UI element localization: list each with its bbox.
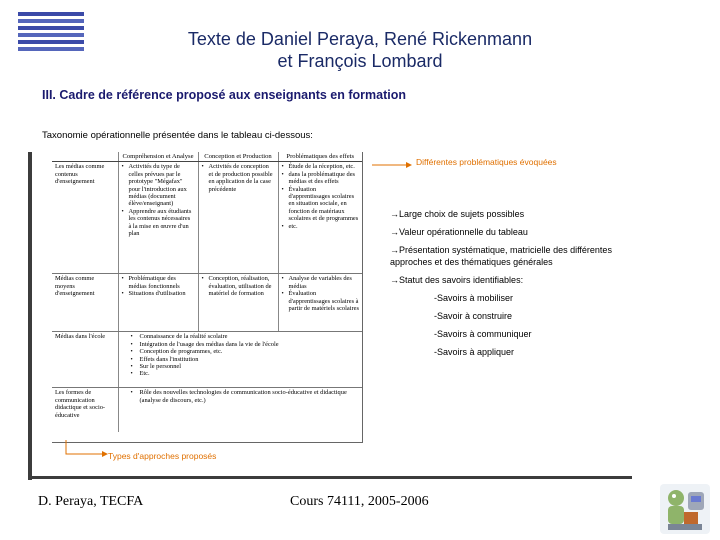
savoir-item: -Savoirs à mobiliser [434,293,514,303]
cell-item: • Rôle des nouvelles technologies de communication socio-éducative et didactique (analyse de discours, etc.) [140,389,360,404]
remarks-box [390,208,626,368]
savoir-item: -Savoirs à communiquer [434,329,532,339]
bottom-border-bar [28,476,632,479]
cell-item: • Connaissance de la réalité scolaire [140,333,360,340]
table-header-corner [52,152,118,162]
cell-item: • Évaluation d'apprentissages scolaires en situation sociale, en fonction de matériaux scolaires et de programmes [289,186,360,223]
cell-item: • Problématique des médias fonctionnels [129,275,195,290]
table-header-conception: Conception et Production [198,152,278,162]
table-cell-wide [118,388,362,432]
row-label: Les médias comme contenus d'enseignement [52,162,118,274]
mascot-icon [658,482,712,536]
cell-item: • Évaluation d'apprentissages scolaires à partir de matériels scolaires [289,290,360,312]
slide-title [140,28,580,72]
arrow-bottom [62,440,110,462]
table-cell [198,274,278,332]
cell-item: • dans la problématique des médias et des effets [289,171,360,186]
callout-approches: Types d'approches proposés [108,451,217,461]
table-cell [198,162,278,274]
cell-item: • Intégration de l'usage des médias dans la vie de l'école [140,341,360,348]
intro-text: Taxonomie opérationnelle présentée dans le tableau ci-dessous: [42,130,313,141]
taxonomy-table [52,152,362,432]
table-cell [118,274,198,332]
remark-item: →Large choix de sujets possibles [390,209,525,219]
cell-item: • Conception de programmes, etc. [140,348,360,355]
cell-item: • etc. [289,223,360,230]
table-cell [278,162,362,274]
savoir-item: -Savoir à construire [434,311,513,321]
cell-item: • Sur le personnel [140,363,360,370]
table-cell [118,162,198,274]
remark-item: →Présentation systématique, matricielle des différentes approches et des thématiques générales [390,245,612,267]
cell-item: • Analyse de variables des médias [289,275,360,290]
row-label: Médias comme moyens d'enseignement [52,274,118,332]
cell-item: • Activités du type de celles prévues par le prototype "Mégafax" pour l'introduction aux médias (document élève/enseignant) [129,163,195,207]
table-header-comprehension: Compréhension et Analyse [118,152,198,162]
callout-problematiques: Différentes problématiques évoquées [416,157,557,167]
row-label: Les formes de communication didactique et socio-éducative [55,389,106,419]
table-cell [278,274,362,332]
cell-item: • Etc. [140,370,360,377]
footer-course: Cours 74111, 2005-2006 [290,494,429,509]
remark-item: →Valeur opérationnelle du tableau [390,227,528,237]
cell-item: • Apprendre aux étudiants les contenus nécessaires à la mise en œuvre d'un plan [129,208,195,238]
taxonomy-table-figure [52,152,363,443]
title-line-2: et François Lombard [277,51,443,71]
cell-item: • Activités de conception et de production possible en application de la case précédente [209,163,275,193]
cell-item: • Conception, réalisation, évaluation, utilisation de matériel de formation [209,275,275,297]
cell-item: • Effets dans l'institution [140,356,360,363]
cell-item: • Situations d'utilisation [129,290,195,297]
left-border-bar [28,152,32,480]
cell-item: • Étude de la réception, etc. [289,163,360,170]
savoir-item: -Savoirs à appliquer [434,347,515,357]
remark-item: →Statut des savoirs identifiables: [390,275,524,285]
arrow-top [372,160,412,170]
logo-stripes [18,12,84,54]
table-cell-wide [118,332,362,388]
title-line-1: Texte de Daniel Peraya, René Rickenmann [187,29,533,49]
table-header-problematiques: Problématiques des effets [278,152,362,162]
footer-author: D. Peraya, TECFA [38,494,144,509]
row-label: Médias dans l'école [52,332,118,388]
section-subtitle: III. Cadre de référence proposé aux enseignants en formation [42,88,406,102]
